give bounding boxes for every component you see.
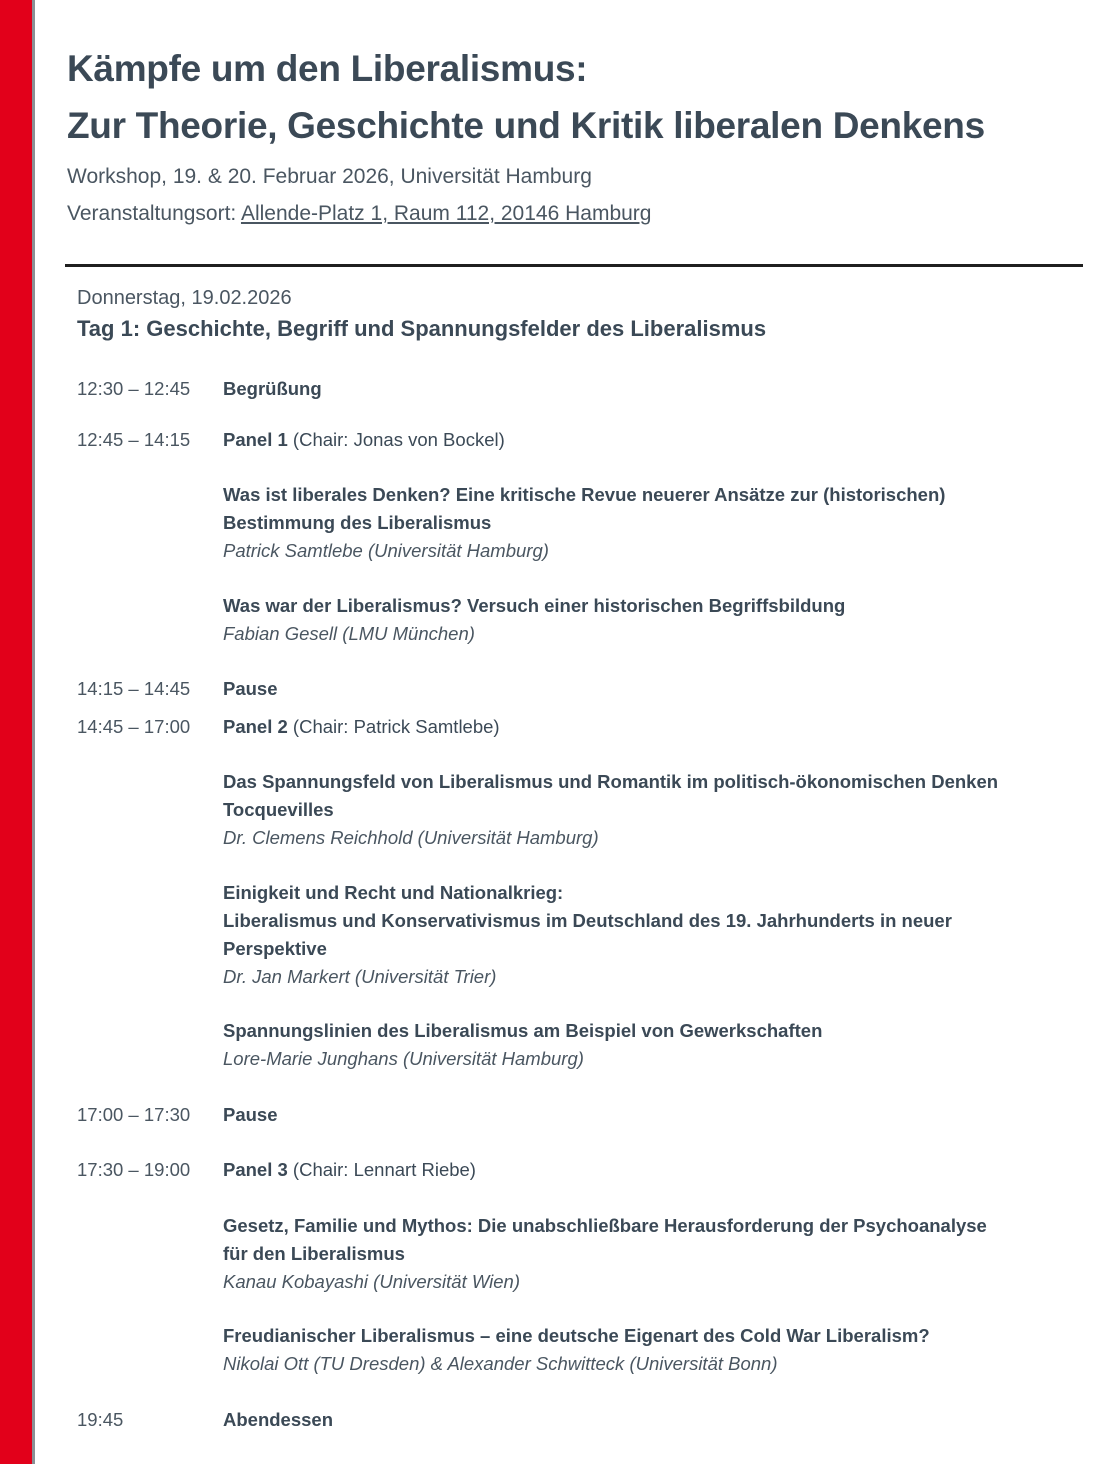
schedule-row bbox=[77, 1101, 1077, 1129]
talk-title-line: Liberalismus und Konservativismus im Deutschland des 19. Jahrhunderts in neuer bbox=[223, 910, 952, 931]
talk-speaker: Lore-Marie Junghans (Universität Hamburg) bbox=[223, 1048, 584, 1069]
title-line-2: Zur Theorie, Geschichte und Kritik liberalen Denkens bbox=[67, 105, 985, 146]
schedule-chair: (Chair: Jonas von Bockel) bbox=[287, 429, 505, 450]
talk-title-line: Einigkeit und Recht und Nationalkrieg: bbox=[223, 882, 564, 903]
schedule-label: Pause bbox=[223, 678, 278, 699]
venue-line bbox=[67, 195, 1087, 232]
schedule-chair: (Chair: Lennart Riebe) bbox=[287, 1159, 476, 1180]
schedule-time: 14:45 – 17:00 bbox=[77, 716, 191, 737]
talk-title-line: Spannungslinien des Liberalismus am Beispiel von Gewerkschaften bbox=[223, 1020, 823, 1041]
schedule-label: Panel 3 bbox=[223, 1159, 288, 1180]
talk-speaker: Nikolai Ott (TU Dresden) & Alexander Schwitteck (Universität Bonn) bbox=[223, 1353, 778, 1374]
schedule-time: 17:00 – 17:30 bbox=[77, 1104, 191, 1125]
venue-address-link[interactable]: Allende-Platz 1, Raum 112, 20146 Hamburg bbox=[240, 202, 652, 225]
section-divider bbox=[65, 264, 1083, 267]
talk-item bbox=[223, 768, 1053, 852]
document-header bbox=[67, 40, 1087, 232]
schedule-label: Panel 2 bbox=[223, 716, 288, 737]
schedule-row bbox=[77, 675, 1077, 703]
schedule-time: 19:45 bbox=[77, 1409, 124, 1430]
accent-sidebar-bar bbox=[0, 0, 35, 1464]
talk-speaker: Kanau Kobayashi (Universität Wien) bbox=[223, 1271, 521, 1292]
day-date: Donnerstag, 19.02.2026 bbox=[77, 287, 292, 309]
talk-title-line: Freudianischer Liberalismus – eine deutsche Eigenart des Cold War Liberalism? bbox=[223, 1325, 930, 1346]
day-header bbox=[77, 283, 1077, 345]
venue-label: Veranstaltungsort: bbox=[67, 202, 241, 225]
talk-title-line: Gesetz, Familie und Mythos: Die unabschließbare Herausforderung der Psychoanalyse bbox=[223, 1215, 987, 1236]
schedule-row bbox=[77, 1156, 1077, 1184]
schedule-row bbox=[77, 1406, 1077, 1434]
schedule-label: Pause bbox=[223, 1104, 278, 1125]
schedule-label: Begrüßung bbox=[223, 378, 322, 399]
schedule-chair: (Chair: Patrick Samtlebe) bbox=[287, 716, 500, 737]
schedule-row bbox=[77, 713, 1077, 741]
talk-speaker: Dr. Jan Markert (Universität Trier) bbox=[223, 966, 497, 987]
talk-item bbox=[223, 592, 1053, 648]
talk-item bbox=[223, 481, 1053, 565]
schedule-time: 14:15 – 14:45 bbox=[77, 678, 191, 699]
talk-title-line: für den Liberalismus bbox=[223, 1243, 405, 1264]
talk-speaker: Patrick Samtlebe (Universität Hamburg) bbox=[223, 540, 549, 561]
talk-item bbox=[223, 1212, 1053, 1296]
talk-title-line: Was ist liberales Denken? Eine kritische Revue neuerer Ansätze zur (historischen) bbox=[223, 484, 946, 505]
workshop-info: Workshop, 19. & 20. Februar 2026, Universität Hamburg bbox=[67, 165, 592, 188]
schedule-time: 12:45 – 14:15 bbox=[77, 429, 191, 450]
talk-item bbox=[223, 1322, 1053, 1378]
schedule-row bbox=[77, 426, 1077, 454]
talk-title-line: Was war der Liberalismus? Versuch einer historischen Begriffsbildung bbox=[223, 595, 846, 616]
schedule-time: 12:30 – 12:45 bbox=[77, 378, 191, 399]
day-title: Tag 1: Geschichte, Begriff und Spannungsfelder des Liberalismus bbox=[77, 316, 767, 341]
talk-title-line: Bestimmung des Liberalismus bbox=[223, 512, 492, 533]
page-title bbox=[67, 40, 1087, 154]
talk-title-line: Tocquevilles bbox=[223, 799, 334, 820]
schedule-label: Panel 1 bbox=[223, 429, 288, 450]
talk-title-line: Das Spannungsfeld von Liberalismus und Romantik im politisch-ökonomischen Denken bbox=[223, 771, 999, 792]
schedule-label: Abendessen bbox=[223, 1409, 334, 1430]
talk-speaker: Fabian Gesell (LMU München) bbox=[223, 623, 475, 644]
schedule-row bbox=[77, 375, 1077, 403]
schedule-time: 17:30 – 19:00 bbox=[77, 1159, 191, 1180]
talk-speaker: Dr. Clemens Reichhold (Universität Hamburg) bbox=[223, 827, 599, 848]
talk-item bbox=[223, 879, 1053, 991]
talk-title-line: Perspektive bbox=[223, 938, 327, 959]
title-line-1: Kämpfe um den Liberalismus: bbox=[67, 48, 588, 89]
talk-item bbox=[223, 1017, 1053, 1073]
